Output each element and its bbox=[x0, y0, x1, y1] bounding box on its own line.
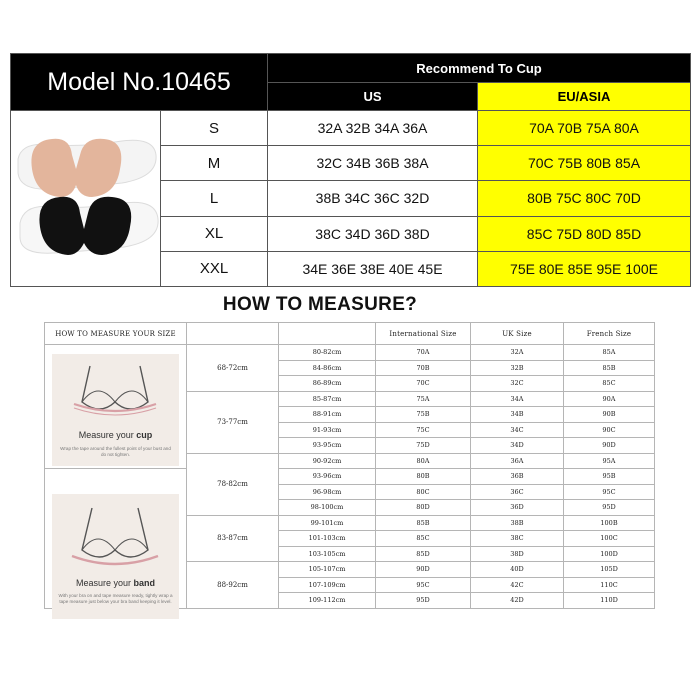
bust-range: 85-87cm bbox=[279, 391, 376, 407]
french-size: 85B bbox=[564, 360, 655, 376]
french-size: 90C bbox=[564, 422, 655, 438]
band-range: 83-87cm bbox=[187, 515, 279, 562]
uk-size: 36D bbox=[471, 500, 564, 516]
uk-size: 42C bbox=[471, 577, 564, 593]
international-size: 95C bbox=[376, 577, 471, 593]
bust-range: 90-92cm bbox=[279, 453, 376, 469]
french-size: 110D bbox=[564, 593, 655, 609]
recommend-eu-cups: 70A 70B 75A 80A bbox=[478, 111, 691, 146]
measure-band-card bbox=[52, 494, 179, 619]
international-size: 75C bbox=[376, 422, 471, 438]
recommend-row bbox=[11, 111, 691, 146]
uk-size: 38D bbox=[471, 546, 564, 562]
bust-range: 98-100cm bbox=[279, 500, 376, 516]
how-to-measure-heading: HOW TO MEASURE? bbox=[222, 294, 418, 315]
recommend-size: M bbox=[161, 146, 268, 181]
uk-size: 32A bbox=[471, 345, 564, 361]
bust-range: 109-112cm bbox=[279, 593, 376, 609]
uk-size: 38C bbox=[471, 531, 564, 547]
eu-asia-column-header: EU/ASIA bbox=[478, 83, 691, 111]
recommend-us-cups: 34E 36E 38E 40E 45E bbox=[268, 251, 478, 286]
adhesive-bra-product-icon bbox=[12, 111, 160, 281]
measure-table-title: HOW TO MEASURE YOUR SIZE bbox=[45, 323, 187, 345]
recommend-size: L bbox=[161, 181, 268, 216]
french-size: 90D bbox=[564, 438, 655, 454]
bra-cup-illustration-icon bbox=[52, 354, 179, 424]
bust-range: 88-91cm bbox=[279, 407, 376, 423]
french-size-header: French Size bbox=[564, 323, 655, 345]
uk-size-header: UK Size bbox=[471, 323, 564, 345]
uk-size: 34D bbox=[471, 438, 564, 454]
uk-size: 32B bbox=[471, 360, 564, 376]
bust-range: 107-109cm bbox=[279, 577, 376, 593]
international-size: 75B bbox=[376, 407, 471, 423]
international-size: 70B bbox=[376, 360, 471, 376]
international-size: 70A bbox=[376, 345, 471, 361]
bust-range: 99-101cm bbox=[279, 515, 376, 531]
french-size: 95D bbox=[564, 500, 655, 516]
uk-size: 42D bbox=[471, 593, 564, 609]
recommend-us-cups: 38B 34C 36C 32D bbox=[268, 181, 478, 216]
french-size: 110C bbox=[564, 577, 655, 593]
band-column-header bbox=[187, 323, 279, 345]
uk-size: 34C bbox=[471, 422, 564, 438]
international-size: 70C bbox=[376, 376, 471, 392]
measure-band-desc: With your bra on and tape measure ready, tightly wrap a tape measure just below your bra band keeping it level. bbox=[58, 593, 173, 604]
french-size: 100B bbox=[564, 515, 655, 531]
bust-range: 103-105cm bbox=[279, 546, 376, 562]
international-size-header: International Size bbox=[376, 323, 471, 345]
french-size: 90A bbox=[564, 391, 655, 407]
international-size: 80B bbox=[376, 469, 471, 485]
product-image bbox=[11, 111, 161, 287]
measure-cup-card bbox=[52, 354, 179, 466]
recommend-eu-cups: 85C 75D 80D 85D bbox=[478, 216, 691, 251]
measure-band-title: Measure your band bbox=[75, 578, 156, 588]
french-size: 90B bbox=[564, 407, 655, 423]
recommend-us-cups: 38C 34D 36D 38D bbox=[268, 216, 478, 251]
international-size: 80D bbox=[376, 500, 471, 516]
band-range: 88-92cm bbox=[187, 562, 279, 609]
international-size: 75A bbox=[376, 391, 471, 407]
bust-range: 84-86cm bbox=[279, 360, 376, 376]
bust-column-header bbox=[279, 323, 376, 345]
international-size: 85D bbox=[376, 546, 471, 562]
uk-size: 36C bbox=[471, 484, 564, 500]
bust-range: 96-98cm bbox=[279, 484, 376, 500]
international-size: 85C bbox=[376, 531, 471, 547]
band-range: 73-77cm bbox=[187, 391, 279, 453]
french-size: 95A bbox=[564, 453, 655, 469]
french-size: 95B bbox=[564, 469, 655, 485]
recommend-us-cups: 32C 34B 36B 38A bbox=[268, 146, 478, 181]
bust-range: 93-95cm bbox=[279, 438, 376, 454]
international-size: 75D bbox=[376, 438, 471, 454]
measure-section bbox=[44, 322, 654, 642]
international-size: 80A bbox=[376, 453, 471, 469]
french-size: 85C bbox=[564, 376, 655, 392]
recommend-size: XXL bbox=[161, 251, 268, 286]
french-size: 95C bbox=[564, 484, 655, 500]
bust-range: 91-93cm bbox=[279, 422, 376, 438]
recommend-us-cups: 32A 32B 34A 36A bbox=[268, 111, 478, 146]
measure-cup-desc: Wrap the tape around the fullest point of your bust and do not tighten. bbox=[60, 446, 171, 457]
recommend-eu-cups: 80B 75C 80C 70D bbox=[478, 181, 691, 216]
measure-cup-title: Measure your cup bbox=[78, 430, 153, 440]
uk-size: 40D bbox=[471, 562, 564, 578]
measure-row bbox=[45, 469, 655, 485]
band-range: 78-82cm bbox=[187, 453, 279, 515]
recommend-size: S bbox=[161, 111, 268, 146]
uk-size: 36B bbox=[471, 469, 564, 485]
recommend-eu-cups: 75E 80E 85E 95E 100E bbox=[478, 251, 691, 286]
us-column-header: US bbox=[268, 83, 478, 111]
international-size: 90D bbox=[376, 562, 471, 578]
model-number: Model No.10465 bbox=[11, 54, 268, 111]
french-size: 100C bbox=[564, 531, 655, 547]
uk-size: 36A bbox=[471, 453, 564, 469]
band-range: 68-72cm bbox=[187, 345, 279, 392]
french-size: 105D bbox=[564, 562, 655, 578]
recommend-table bbox=[10, 53, 691, 287]
bust-range: 101-103cm bbox=[279, 531, 376, 547]
bust-range: 105-107cm bbox=[279, 562, 376, 578]
bust-range: 80-82cm bbox=[279, 345, 376, 361]
french-size: 100D bbox=[564, 546, 655, 562]
uk-size: 38B bbox=[471, 515, 564, 531]
uk-size: 32C bbox=[471, 376, 564, 392]
uk-size: 34B bbox=[471, 407, 564, 423]
recommend-size: XL bbox=[161, 216, 268, 251]
french-size: 85A bbox=[564, 345, 655, 361]
bust-range: 93-96cm bbox=[279, 469, 376, 485]
recommend-eu-cups: 70C 75B 80B 85A bbox=[478, 146, 691, 181]
international-size: 95D bbox=[376, 593, 471, 609]
international-size: 85B bbox=[376, 515, 471, 531]
bra-band-illustration-icon bbox=[52, 494, 179, 576]
bust-range: 86-89cm bbox=[279, 376, 376, 392]
uk-size: 34A bbox=[471, 391, 564, 407]
recommend-header: Recommend To Cup bbox=[268, 54, 691, 83]
international-size: 80C bbox=[376, 484, 471, 500]
